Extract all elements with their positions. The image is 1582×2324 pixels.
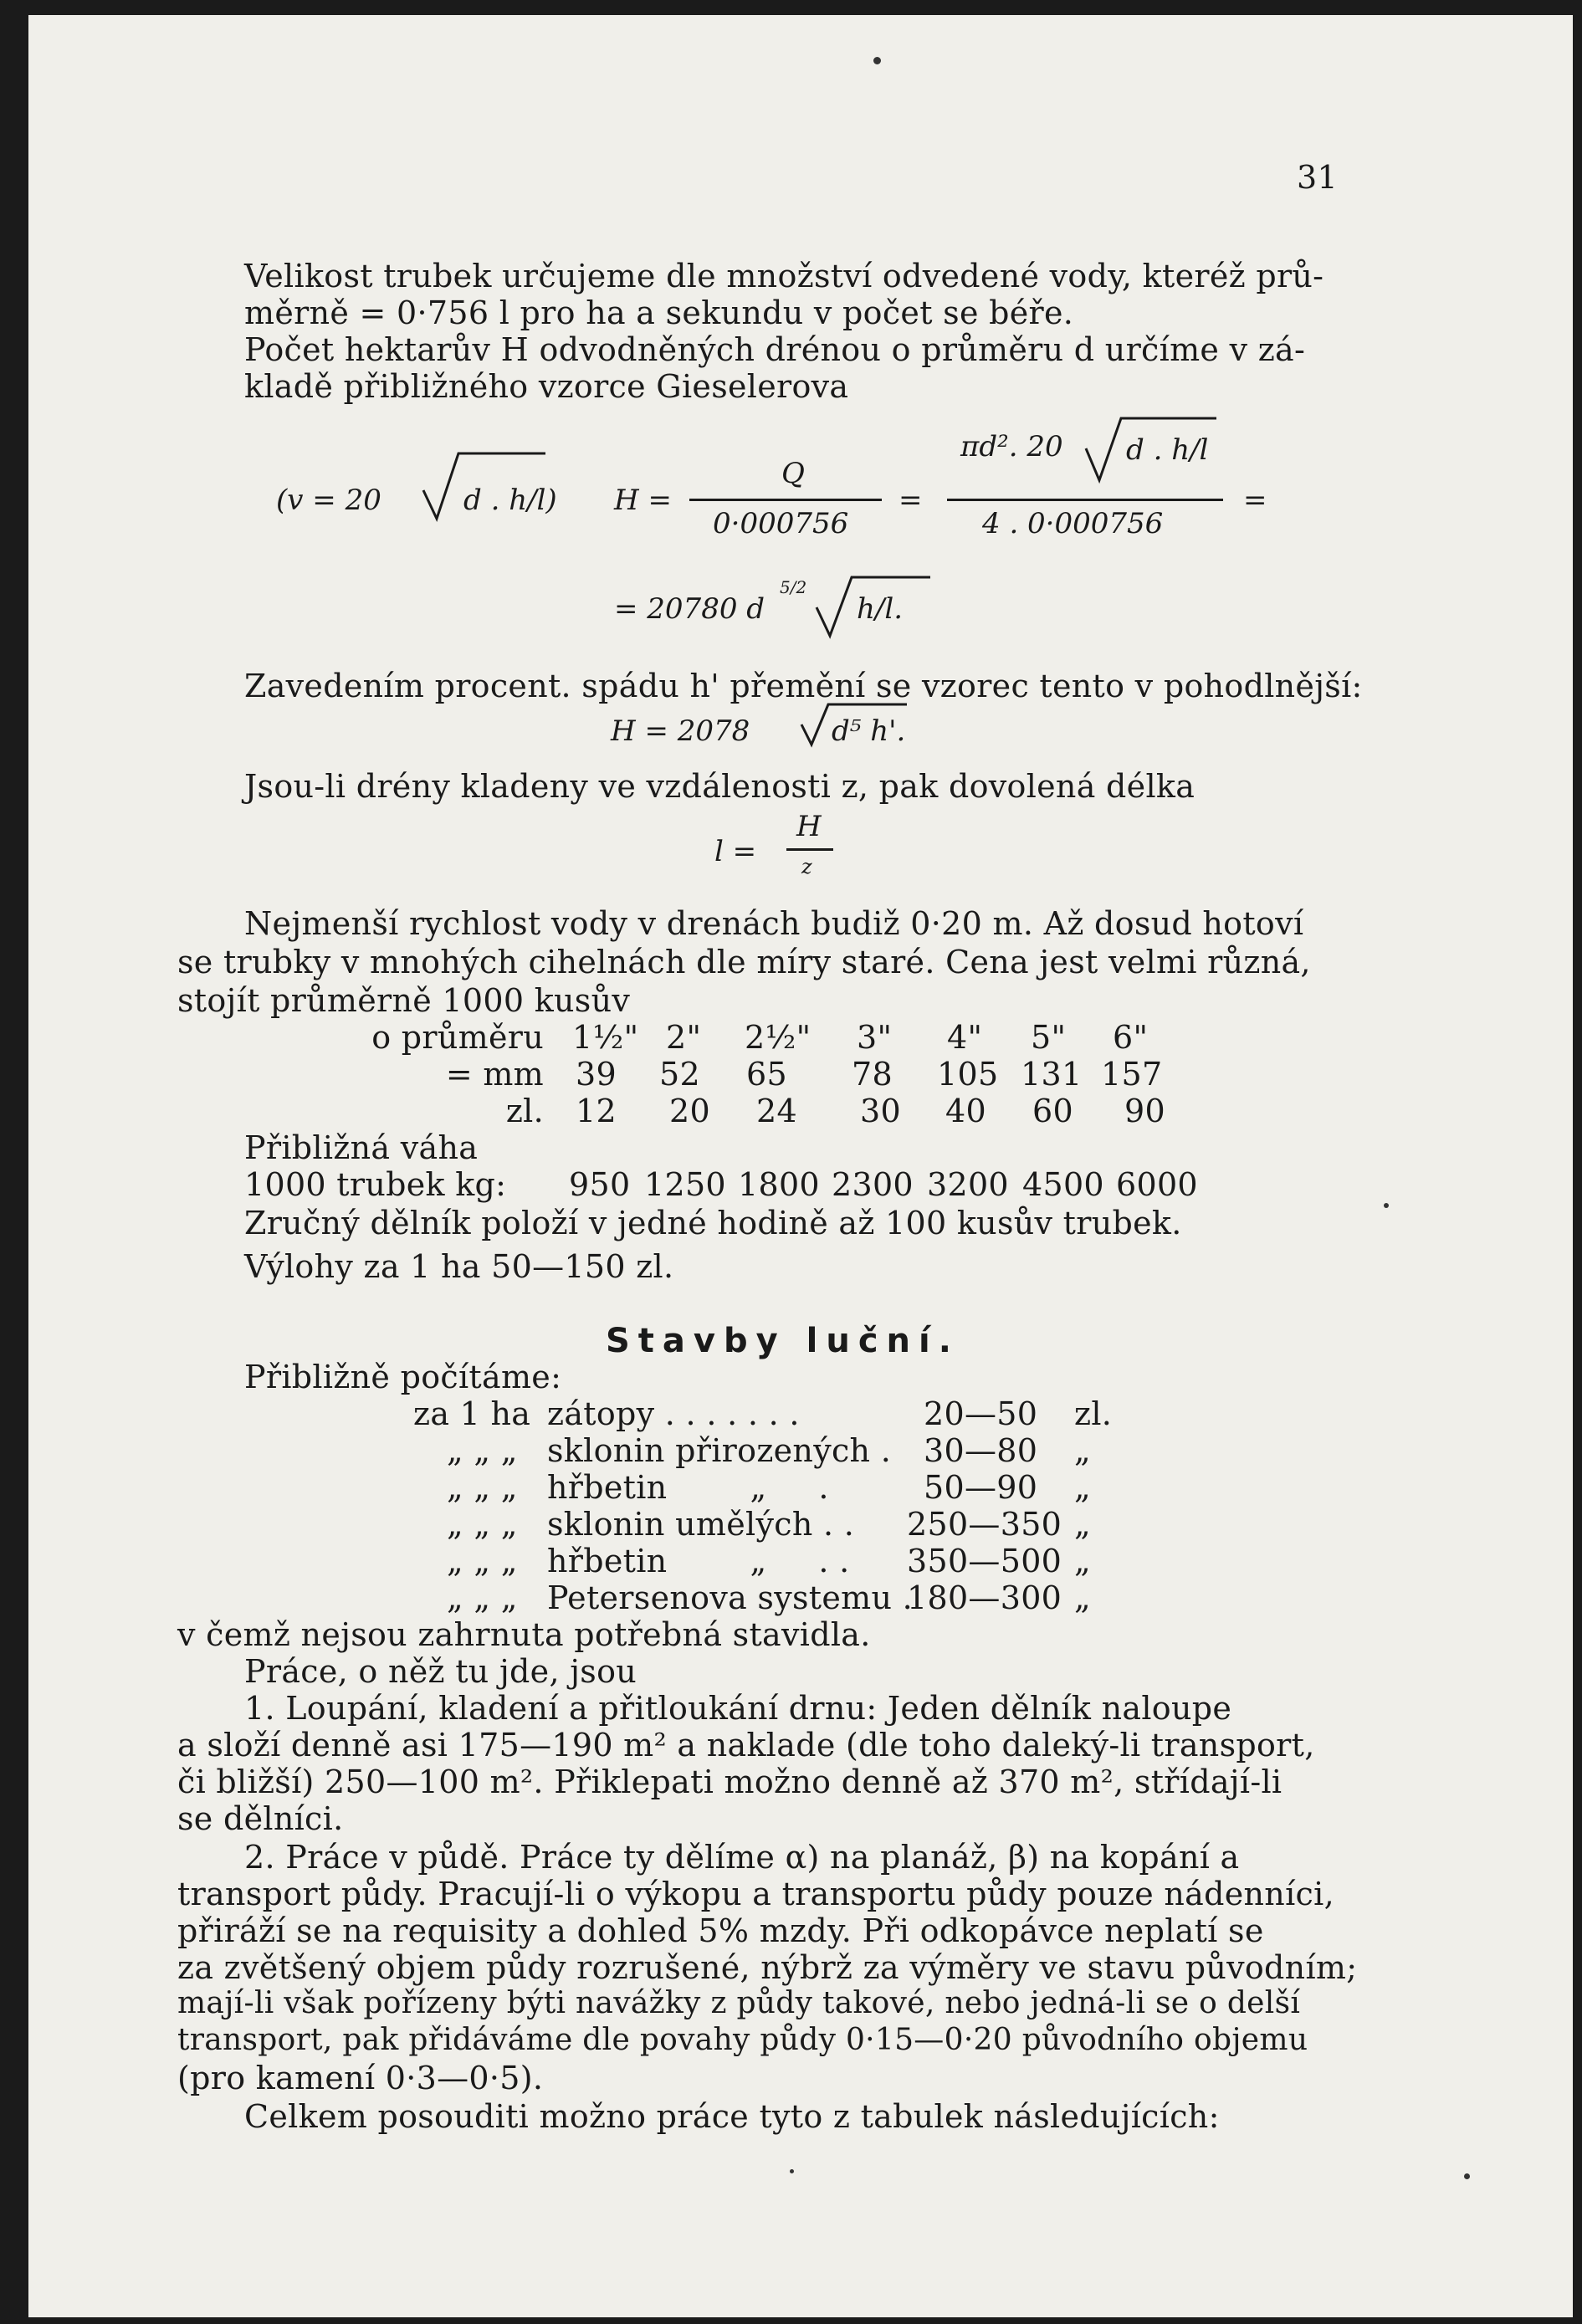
- price-cell: 5": [1031, 1019, 1067, 1056]
- price-cell: 90: [1124, 1093, 1165, 1129]
- formula2-lhs: H = 2078: [611, 714, 750, 748]
- weight-value: 1800: [738, 1166, 820, 1203]
- body-line-2: Práce, o něž tu jde, jsou: [244, 1653, 637, 1690]
- page-number: 31: [1297, 159, 1338, 196]
- price-cell: 60: [1032, 1093, 1073, 1129]
- weight-value: 6000: [1116, 1166, 1198, 1203]
- body-line-14: Celkem posouditi možno práce tyto z tabulek následujících:: [244, 2098, 1220, 2135]
- book-page: [28, 15, 1573, 2317]
- intro-line-1: Velikost trubek určujeme dle množství odvedené vody, kteréž prů-: [244, 258, 1324, 294]
- cost-item: hřbetin „ .: [547, 1469, 829, 1506]
- price-cell: 131: [1021, 1056, 1083, 1093]
- formula-eq-1: =: [899, 484, 923, 517]
- body-line-6: se dělníci.: [177, 1800, 344, 1837]
- cost-unit: „: [1074, 1432, 1091, 1469]
- price-cell: 65: [746, 1056, 787, 1093]
- price-cell: 39: [576, 1056, 617, 1093]
- cost-unit: zl.: [1074, 1395, 1113, 1432]
- cost-range: 50—90: [924, 1469, 1038, 1506]
- formula-v-radicand: d . h/l): [463, 484, 557, 517]
- formula-line2-exponent: 5/2: [780, 577, 807, 597]
- formula-q-den: 0·000756: [713, 507, 849, 540]
- text-percent-slope: Zavedením procent. spádu h' přemění se vzorec tento v pohodlnější:: [244, 668, 1363, 704]
- cost-item: Petersenova systemu .: [547, 1579, 914, 1616]
- price-cell: 20: [669, 1093, 710, 1129]
- formula-v-part: (v = 20: [276, 484, 381, 517]
- body-line-4: a složí denně asi 175—190 m² a naklade (dle toho daleký-li transport,: [177, 1727, 1315, 1763]
- fraction-bar-length: [786, 848, 833, 851]
- body-line-11: mají-li však pořízeny býti navážky z půdy takové, nebo jedná-li se o delší: [177, 1986, 1301, 2020]
- price-cell: 24: [756, 1093, 797, 1129]
- approx-label: Přibližně počítáme:: [244, 1359, 562, 1395]
- intro-line-4: kladě přibližného vzorce Gieselerova: [244, 368, 849, 405]
- price-cell: 2": [666, 1019, 702, 1056]
- price-cell: 3": [857, 1019, 893, 1056]
- price-cell: 2½": [745, 1019, 811, 1056]
- cost-item: sklonin přirozených .: [547, 1432, 892, 1469]
- text-drain-spacing: Jsou-li drény kladeny ve vzdálenosti z, pak dovolená délka: [244, 768, 1195, 805]
- weight-label: 1000 trubek kg:: [244, 1166, 507, 1203]
- fraction-bar-q: [689, 499, 882, 501]
- price-row-label: o průměru: [371, 1019, 544, 1056]
- cost-unit: „: [1074, 1469, 1091, 1506]
- cost-range: 350—500: [907, 1543, 1062, 1579]
- weight-caption: Přibližná váha: [244, 1129, 479, 1166]
- para2-line-2: se trubky v mnohých cihelnách dle míry staré. Cena jest velmi různá,: [177, 944, 1311, 980]
- cost-unit: „: [1074, 1506, 1091, 1543]
- cost-prefix: „ „ „: [447, 1432, 518, 1469]
- cost-unit: „: [1074, 1543, 1091, 1579]
- body-line-1: v čemž nejsou zahrnuta potřebná stavidla.: [177, 1616, 871, 1653]
- formula2-radicand: d⁵ h'.: [832, 714, 906, 748]
- cost-prefix: za 1 ha: [413, 1395, 531, 1432]
- intro-line-2: měrně = 0·756 l pro ha a sekundu v počet se béře.: [244, 294, 1074, 331]
- body-line-3: 1. Loupání, kladení a přitloukání drnu: Jeden dělník naloupe: [244, 1690, 1232, 1727]
- body-line-9: přiráží se na requisity a dohled 5% mzdy. Při odkopávce neplatí se: [177, 1912, 1264, 1949]
- cost-range: 20—50: [924, 1395, 1038, 1432]
- cost-range: 180—300: [907, 1579, 1062, 1616]
- weight-value: 4500: [1022, 1166, 1104, 1203]
- cost-prefix: „ „ „: [447, 1543, 518, 1579]
- price-cell: 12: [576, 1093, 617, 1129]
- formula-pi-radicand: d . h/l: [1126, 433, 1209, 467]
- cost-prefix: „ „ „: [447, 1579, 518, 1616]
- cost-range: 30—80: [924, 1432, 1038, 1469]
- price-cell: 40: [945, 1093, 986, 1129]
- price-cell: 6": [1113, 1019, 1149, 1056]
- formula-h-eq: H =: [614, 484, 672, 517]
- price-cell: 4": [947, 1019, 983, 1056]
- price-row-label: zl.: [505, 1093, 544, 1129]
- formula3-lhs: l =: [714, 835, 757, 868]
- price-cell: 52: [659, 1056, 700, 1093]
- worker-line: Zručný dělník položí v jedné hodině až 100 kusův trubek.: [244, 1205, 1182, 1241]
- weight-value: 2300: [832, 1166, 914, 1203]
- formula-line2-lead: = 20780 d: [614, 592, 765, 626]
- fraction-bar-pi: [947, 499, 1223, 501]
- price-cell: 105: [937, 1056, 999, 1093]
- price-cell: 30: [860, 1093, 901, 1129]
- body-line-10: za zvětšený objem půdy rozrušené, nýbrž za výměry ve stavu původním;: [177, 1949, 1358, 1986]
- cost-prefix: „ „ „: [447, 1506, 518, 1543]
- para2-line-3: stojít průměrně 1000 kusův: [177, 982, 631, 1019]
- formula3-num: H: [796, 810, 822, 843]
- formula-q-num: Q: [781, 457, 805, 490]
- weight-value: 1250: [644, 1166, 726, 1203]
- formula-eq-2: =: [1243, 484, 1267, 517]
- body-line-13: (pro kamení 0·3—0·5).: [177, 2060, 544, 2096]
- formula-line2-radicand: h/l.: [857, 592, 904, 626]
- price-cell: 157: [1101, 1056, 1163, 1093]
- weight-value: 950: [569, 1166, 631, 1203]
- weight-value: 3200: [927, 1166, 1009, 1203]
- body-line-7: 2. Práce v půdě. Práce ty dělíme α) na planáž, β) na kopání a: [244, 1839, 1240, 1876]
- formula3-den: z: [801, 855, 812, 878]
- cost-item: hřbetin „ . .: [547, 1543, 850, 1579]
- body-line-8: transport půdy. Pracují-li o výkopu a transportu půdy pouze nádenníci,: [177, 1876, 1334, 1912]
- cost-item: zátopy . . . . . . .: [547, 1395, 800, 1432]
- cost-prefix: „ „ „: [447, 1469, 518, 1506]
- body-line-12: transport, pak přidáváme dle povahy půdy 0·15—0·20 původního objemu: [177, 2023, 1308, 2057]
- price-row-label: = mm: [445, 1056, 544, 1093]
- formula-pi-den: 4 . 0·000756: [982, 507, 1164, 540]
- cost-unit: „: [1074, 1579, 1091, 1616]
- cost-item: sklonin umělých . .: [547, 1506, 855, 1543]
- formula-pi-num: πd². 20: [960, 430, 1063, 463]
- price-cell: 1½": [572, 1019, 639, 1056]
- para2-line-1: Nejmenší rychlost vody v drenách budiž 0·20 m. Až dosud hotoví: [244, 905, 1304, 942]
- price-cell: 78: [852, 1056, 893, 1093]
- section-title: Stavby luční.: [606, 1322, 960, 1360]
- body-line-5: či bližší) 250—100 m². Přiklepati možno denně až 370 m², střídají-li: [177, 1763, 1282, 1800]
- intro-line-3: Počet hektarův H odvodněných drénou o průměru d určíme v zá-: [244, 331, 1306, 368]
- costs-line: Výlohy za 1 ha 50—150 zl.: [244, 1248, 674, 1285]
- cost-range: 250—350: [907, 1506, 1062, 1543]
